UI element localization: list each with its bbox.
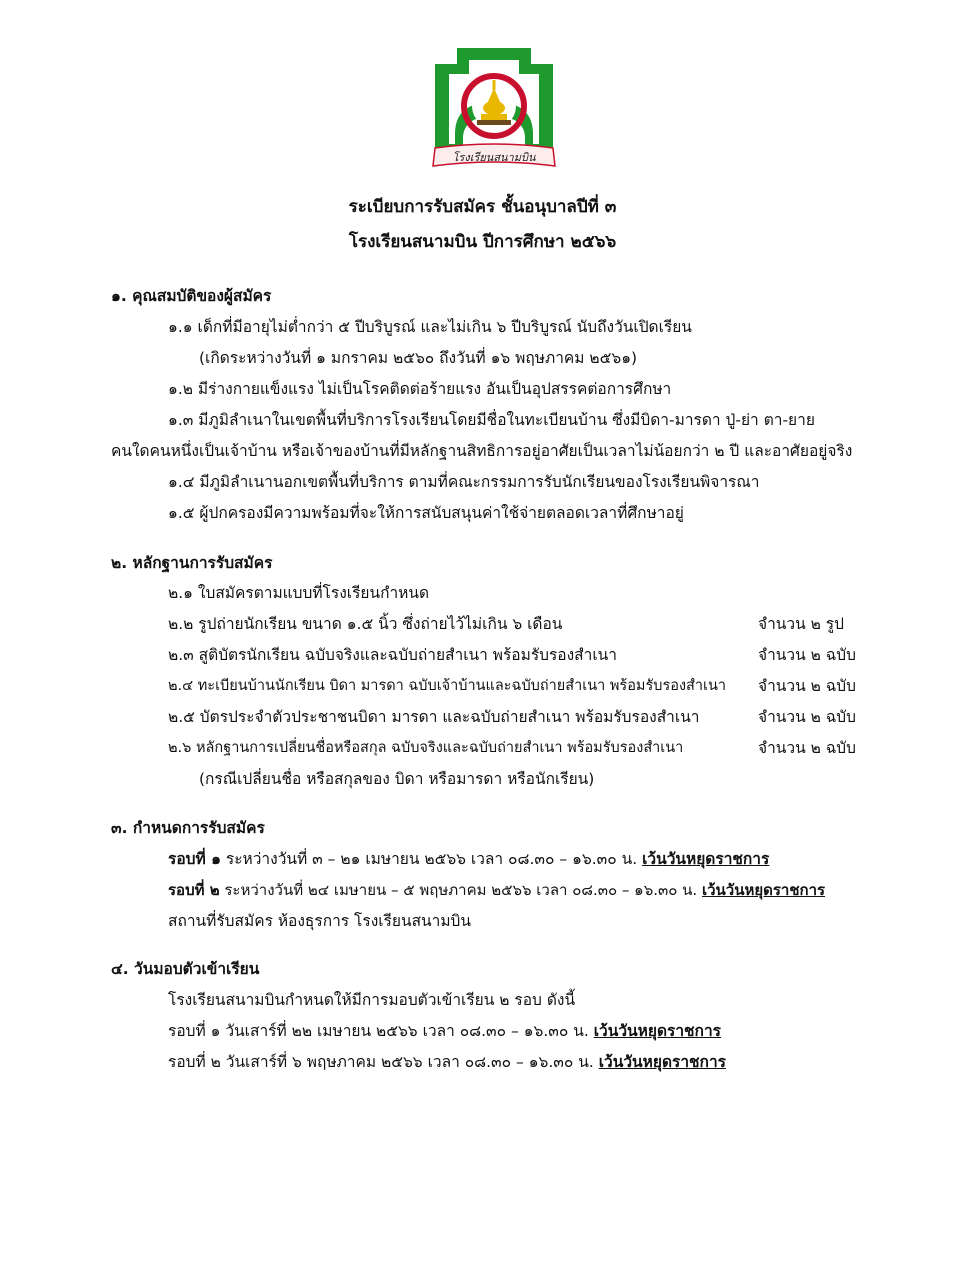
round2-text: ระหว่างวันที่ ๒๔ เมษายน – ๕ พฤษภาคม ๒๕๖๖ เวลา ๐๘.๓๐ – ๑๖.๓๐ น. bbox=[219, 881, 702, 899]
section1-item3: ๑.๓ มีภูมิลำเนาในเขตพื้นที่บริการโรงเรียนโดยมีชื่อในทะเบียนบ้าน ซึ่งมีบิดา-มารดา ปู่-ย่า ตา-ยาย bbox=[168, 411, 815, 429]
section2-item-qty: จำนวน ๒ ฉบับ bbox=[758, 677, 856, 695]
section2-item-qty: จำนวน ๒ ฉบับ bbox=[758, 646, 856, 664]
round2-label: รอบที่ ๒ bbox=[168, 881, 220, 899]
section1-item3-continued: คนใดคนหนึ่งเป็นเจ้าบ้าน หรือเจ้าของบ้านที่มีหลักฐานสิทธิการอยู่อาศัยเป็นเวลาไม่น้อยกว่า ๒ ปี และอาศัยอยู่จริง bbox=[111, 442, 853, 460]
holiday-note: เว้นวันหยุดราชการ bbox=[701, 881, 826, 899]
section2-item: ๒.๖ หลักฐานการเปลี่ยนชื่อหรือสกุล ฉบับจริงและฉบับถ่ายสำเนา พร้อมรับรองสำเนา bbox=[168, 740, 684, 756]
section2-item-qty: จำนวน ๒ ฉบับ bbox=[758, 739, 856, 757]
round2-text: รอบที่ ๒ วันเสาร์ที่ ๖ พฤษภาคม ๒๕๖๖ เวลา ๐๘.๓๐ – ๑๖.๓๐ น. bbox=[168, 1053, 599, 1071]
section1-item1: ๑.๑ เด็กที่มีอายุไม่ต่ำกว่า ๕ ปีบริบูรณ์ และไม่เกิน ๖ ปีบริบูรณ์ นับถึงวันเปิดเรียน bbox=[168, 318, 692, 336]
section4-heading: ๔. วันมอบตัวเข้าเรียน bbox=[111, 960, 260, 978]
section1-item4: ๑.๔ มีภูมิลำเนานอกเขตพื้นที่บริการ ตามที่คณะกรรมการรับนักเรียนของโรงเรียนพิจารณา bbox=[168, 473, 760, 491]
section2-heading: ๒. หลักฐานการรับสมัคร bbox=[111, 554, 273, 572]
section4-round2 bbox=[168, 1051, 726, 1073]
section2-item: ๒.๑ ใบสมัครตามแบบที่โรงเรียนกำหนด bbox=[168, 584, 430, 602]
svg-text:โรงเรียนสนามบิน: โรงเรียนสนามบิน bbox=[452, 151, 536, 164]
section1-heading: ๑. คุณสมบัติของผู้สมัคร bbox=[111, 287, 272, 305]
section3-round1 bbox=[168, 848, 769, 870]
section1-item1-note: (เกิดระหว่างวันที่ ๑ มกราคม ๒๕๖๐ ถึงวันที่ ๑๖ พฤษภาคม ๒๕๖๑) bbox=[199, 349, 638, 367]
section2-item: ๒.๓ สูติบัตรนักเรียน ฉบับจริงและฉบับถ่ายสำเนา พร้อมรับรองสำเนา bbox=[168, 646, 617, 664]
holiday-note: เว้นวันหยุดราชการ bbox=[593, 1022, 721, 1040]
section4-intro: โรงเรียนสนามบินกำหนดให้มีการมอบตัวเข้าเรียน ๒ รอบ ดังนี้ bbox=[168, 991, 576, 1009]
section4-round1 bbox=[168, 1020, 721, 1042]
section3-heading: ๓. กำหนดการรับสมัคร bbox=[111, 819, 265, 837]
document-title-line2: โรงเรียนสนามบิน ปีการศึกษา ๒๕๖๖ bbox=[348, 232, 617, 252]
section1-item2: ๑.๒ มีร่างกายแข็งแรง ไม่เป็นโรคติดต่อร้ายแรง อันเป็นอุปสรรคต่อการศึกษา bbox=[168, 380, 672, 398]
section3-round2 bbox=[168, 879, 825, 901]
section3-place: สถานที่รับสมัคร ห้องธุรการ โรงเรียนสนามบิน bbox=[168, 912, 471, 930]
round1-text: ระหว่างวันที่ ๓ – ๒๑ เมษายน ๒๕๖๖ เวลา ๐๘.๓๐ – ๑๖.๓๐ น. bbox=[220, 850, 643, 868]
section2-item: ๒.๕ บัตรประจำตัวประชาชนบิดา มารดา และฉบับถ่ายสำเนา พร้อมรับรองสำเนา bbox=[168, 708, 700, 726]
school-logo bbox=[429, 44, 559, 176]
holiday-note: เว้นวันหยุดราชการ bbox=[598, 1053, 726, 1071]
section2-item-qty: จำนวน ๒ รูป bbox=[758, 615, 844, 633]
document-title-line1: ระเบียบการรับสมัคร ชั้นอนุบาลปีที่ ๓ bbox=[348, 197, 617, 217]
section2-item6-note: (กรณีเปลี่ยนชื่อ หรือสกุลของ บิดา หรือมารดา หรือนักเรียน) bbox=[199, 770, 595, 788]
section2-item: ๒.๔ ทะเบียนบ้านนักเรียน บิดา มารดา ฉบับเจ้าบ้านและฉบับถ่ายสำเนา พร้อมรับรองสำเนา bbox=[168, 678, 727, 694]
section1-item5: ๑.๕ ผู้ปกครองมีความพร้อมที่จะให้การสนับสนุนค่าใช้จ่ายตลอดเวลาที่ศึกษาอยู่ bbox=[168, 504, 684, 522]
round1-label: รอบที่ ๑ bbox=[168, 850, 221, 868]
section2-item: ๒.๒ รูปถ่ายนักเรียน ขนาด ๑.๕ นิ้ว ซึ่งถ่ายไว้ไม่เกิน ๖ เดือน bbox=[168, 615, 563, 633]
holiday-note: เว้นวันหยุดราชการ bbox=[642, 850, 770, 868]
round1-text: รอบที่ ๑ วันเสาร์ที่ ๒๒ เมษายน ๒๕๖๖ เวลา ๐๘.๓๐ – ๑๖.๓๐ น. bbox=[168, 1022, 594, 1040]
section2-item-qty: จำนวน ๒ ฉบับ bbox=[758, 708, 856, 726]
